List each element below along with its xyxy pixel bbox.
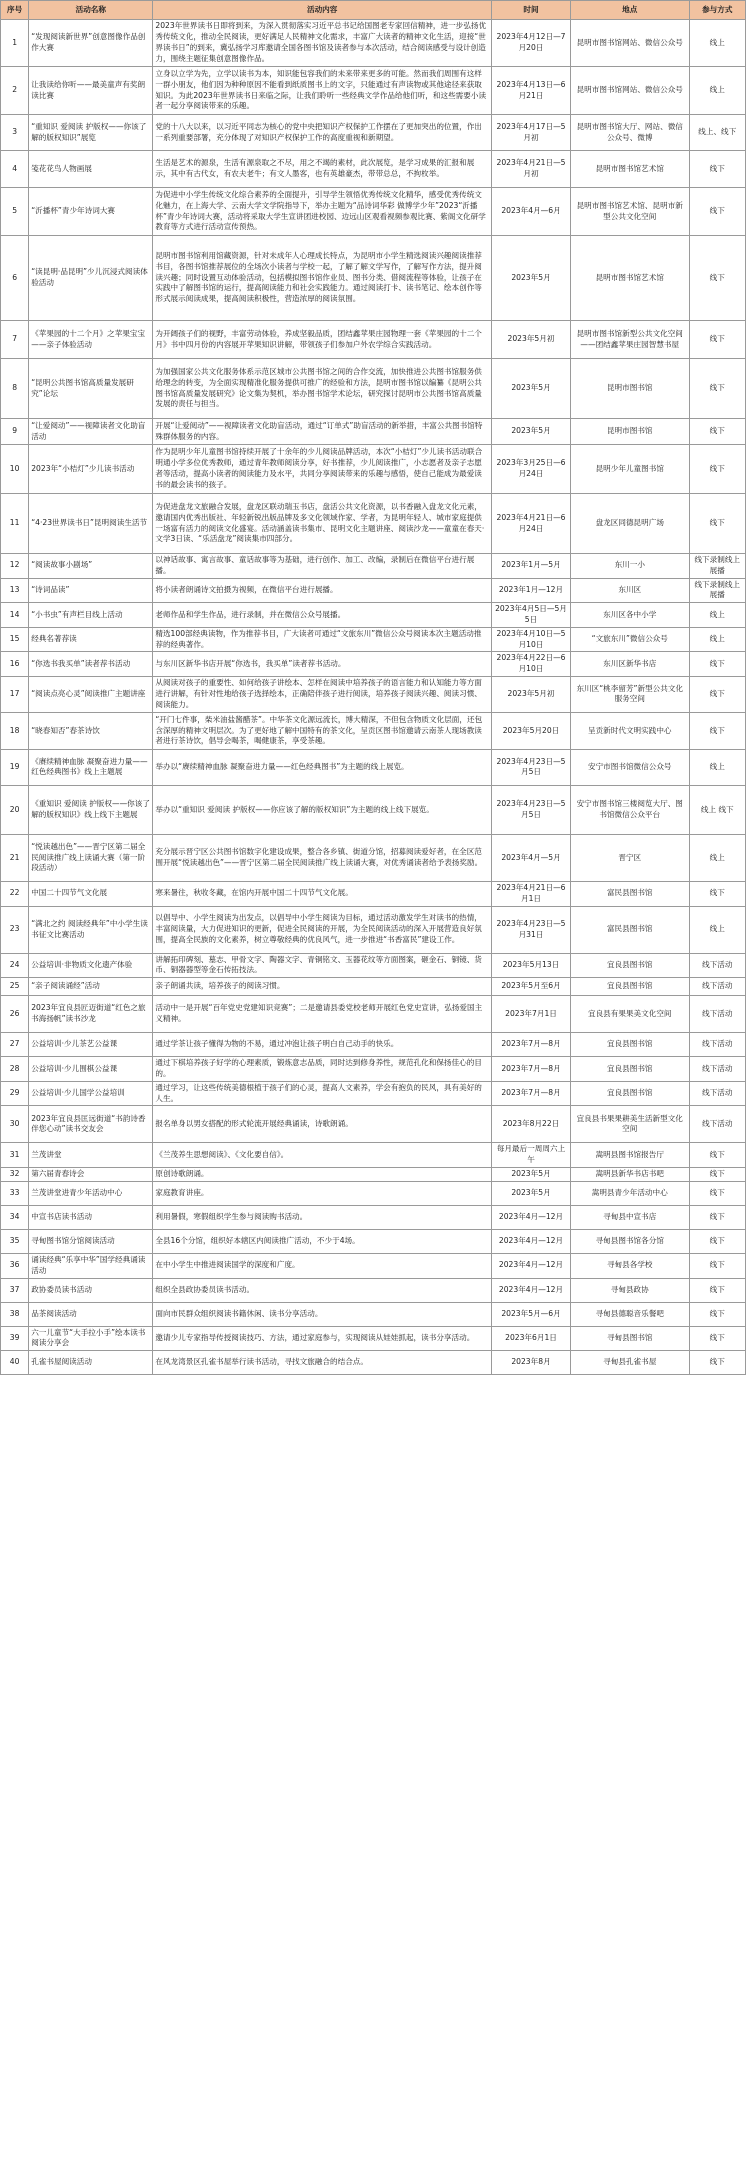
cell-content: 为促进中小学生传统文化综合素养的全面提升，引导学生领悟优秀传统文化精华，感受优秀传统文化魅力，在上海大学、云南大学文学院指导下，举办主题为“品诗词华彩 做博学少年”2023“沂播杯”青少年诗词大赛，活动将采取大学生宣讲团进校园、边远山区观看视频参观比赛、紫阁文化研学教育等方式进行活动宣传预热。 bbox=[153, 188, 492, 236]
cell-no: 30 bbox=[1, 1106, 29, 1143]
cell-time: 2023年1月—12月 bbox=[492, 578, 571, 603]
cell-mode: 线下活动 bbox=[689, 1033, 745, 1057]
cell-no: 23 bbox=[1, 906, 29, 953]
cell-no: 29 bbox=[1, 1081, 29, 1106]
table-row bbox=[1, 554, 746, 579]
cell-place: 昆明市图书馆艺术馆、昆明市新型公共文化空间 bbox=[571, 188, 690, 236]
cell-time: 2023年4月13日—6月21日 bbox=[492, 67, 571, 115]
cell-mode: 线下活动 bbox=[689, 1081, 745, 1106]
cell-content: 从阅读对孩子的重要性、如何给孩子讲绘本、怎样在阅读中培养孩子的语言能力和认知能力等方面进行讲解，有针对性地给孩子选择绘本，正确陪伴孩子进行阅读，培养孩子阅读兴趣、阅读习惯、阅读能力。 bbox=[153, 676, 492, 712]
cell-content: 邀请少儿专家指导传授阅读技巧、方法，通过家庭参与，实现阅读从娃娃抓起，读书分享活动。 bbox=[153, 1326, 492, 1351]
table-row bbox=[1, 67, 746, 115]
cell-place: 昆明市图书馆网站、微信公众号 bbox=[571, 67, 690, 115]
cell-name: “满北之约 阅读经典年”中小学生读书征文比赛活动 bbox=[29, 906, 153, 953]
cell-name: 兰茂讲堂进青少年活动中心 bbox=[29, 1181, 153, 1205]
cell-place: 安宁市图书馆微信公众号 bbox=[571, 749, 690, 785]
cell-time: 2023年7月1日 bbox=[492, 996, 571, 1033]
table-row bbox=[1, 236, 746, 321]
cell-content: 利用暑假，寒假组织学生参与阅读购书活动。 bbox=[153, 1205, 492, 1229]
cell-mode: 线下 bbox=[689, 712, 745, 749]
cell-mode: 线下活动 bbox=[689, 996, 745, 1033]
cell-no: 36 bbox=[1, 1253, 29, 1278]
cell-time: 每月最后一周周六上午 bbox=[492, 1143, 571, 1168]
cell-name: 中宣书店读书活动 bbox=[29, 1205, 153, 1229]
cell-no: 34 bbox=[1, 1205, 29, 1229]
cell-place: 寻甸县孔雀书屋 bbox=[571, 1351, 690, 1375]
table-row bbox=[1, 627, 746, 652]
table-row bbox=[1, 321, 746, 359]
cell-no: 25 bbox=[1, 978, 29, 996]
cell-name: “昆明公共图书馆高质量发展研究”论坛 bbox=[29, 359, 153, 419]
table-body bbox=[1, 20, 746, 1375]
cell-mode: 线下 bbox=[689, 445, 745, 494]
table-row bbox=[1, 1326, 746, 1351]
cell-content: 开展“让爱阅动”——视障读者文化助盲活动，通过“订单式”助盲活动的新举措，丰富公共图书馆特殊群体服务的内容。 bbox=[153, 419, 492, 445]
cell-no: 35 bbox=[1, 1229, 29, 1253]
table-row bbox=[1, 834, 746, 881]
cell-content: 立身以立学为先，立学以读书为本，知识能包容我们的未来带来更多的可能。然而我们周围有这样一群小朋友，他们因为种种原因不能看到纸质图书上的文字，只能通过有声读物或其他途径来获取知识。为此2023年世界读书日来临之际，让我们聆听一些经典文学作品给他们听，和这些需要小读者一起分享阅读带来的乐趣。 bbox=[153, 67, 492, 115]
cell-place: 宜良县有果果美文化空间 bbox=[571, 996, 690, 1033]
cell-place: 寻甸县政协 bbox=[571, 1278, 690, 1302]
cell-name: “晓春知否”春茶诗饮 bbox=[29, 712, 153, 749]
table-row bbox=[1, 906, 746, 953]
cell-place: 昆明市图书馆新型公共文化空间——团结鑫苹果庄园智慧书屋 bbox=[571, 321, 690, 359]
cell-time: 2023年5月 bbox=[492, 1167, 571, 1181]
cell-no: 18 bbox=[1, 712, 29, 749]
cell-mode: 线下 bbox=[689, 1205, 745, 1229]
cell-place: 富民县图书馆 bbox=[571, 881, 690, 906]
cell-no: 10 bbox=[1, 445, 29, 494]
cell-name: “让爱阅动”——视障读者文化助盲活动 bbox=[29, 419, 153, 445]
cell-no: 40 bbox=[1, 1351, 29, 1375]
table-row bbox=[1, 494, 746, 554]
cell-place: 东川区各中小学 bbox=[571, 603, 690, 628]
cell-mode: 线下 bbox=[689, 1181, 745, 1205]
cell-time: 2023年3月25日—6月24日 bbox=[492, 445, 571, 494]
cell-mode: 线下活动 bbox=[689, 1106, 745, 1143]
cell-place: 寻甸县图书馆 bbox=[571, 1326, 690, 1351]
cell-no: 9 bbox=[1, 419, 29, 445]
cell-content: 通过下棋培养孩子好学的心理素质，锻炼意志品质，同时达到修身养性，规范孔化和保扬佳心的目的。 bbox=[153, 1057, 492, 1082]
cell-place: 寻甸县各学校 bbox=[571, 1253, 690, 1278]
cell-content: 2023年世界读书日即将到来，为深入贯彻落实习近平总书记给国图老专家回信精神，进一步弘扬优秀传统文化，推动全民阅读，更好满足人民精神文化需求，丰富广大读者的精神文化生活，迎接“世界读书日”的到来，冀弘扬学习库邀请全国各图书馆及读者参与本次活动，结合阅读感受与设计创造力，围绕主题征集创意图像作品。 bbox=[153, 20, 492, 67]
cell-content: 活动中一是开展“百年党史党建知识竞赛”；二是邀请县委党校老师开展红色党史宣讲，弘扬爱国主义精神。 bbox=[153, 996, 492, 1033]
cell-mode: 线下 bbox=[689, 1351, 745, 1375]
cell-place: 昆明市图书馆网站、微信公众号 bbox=[571, 20, 690, 67]
cell-time: 2023年5月初 bbox=[492, 676, 571, 712]
cell-name: “4·23世界读书日”昆明阅读生活节 bbox=[29, 494, 153, 554]
cell-mode: 线下 bbox=[689, 188, 745, 236]
cell-content: 在风龙湾景区孔雀书屋举行读书活动，寻找文旅融合的结合点。 bbox=[153, 1351, 492, 1375]
cell-content: 为促进盘龙文旅融合发展，盘龙区联动瑞玉书店，盘活公共文化资源，以书香融入盘龙文化元素，邀请国内优秀出版社、年轻新锐出版品牌及多文化领域作家、学者，为昆明年轻人、城市家庭提供一场富有活力的阅读文化盛宴。活动涵盖读书集市、昆明文化主题讲座、阅读沙龙——童童在春天·文学3日读、“乐活盘龙”阅读集市四部分。 bbox=[153, 494, 492, 554]
cell-time: 2023年4月5日—5月5日 bbox=[492, 603, 571, 628]
cell-time: 2023年5月至6月 bbox=[492, 978, 571, 996]
cell-mode: 线上 bbox=[689, 67, 745, 115]
cell-content: 为加强国家公共文化服务体系示范区城市公共图书馆之间的合作交流，加快推进公共图书馆服务供给理念的转变，为全面实现精准化服务提供可推广的经验和方法，昆明市图书馆以编纂《昆明公共图书馆高质量发展研究》论文集为契机，举办图书馆学术论坛，研究探讨昆明市公共图书馆高质量发展的责任与担当。 bbox=[153, 359, 492, 419]
cell-no: 31 bbox=[1, 1143, 29, 1168]
cell-content: 精选100部经典读物，作为推荐书目，广大读者可通过“文旅东川”微信公众号阅读本次主题活动推荐的经典著作。 bbox=[153, 627, 492, 652]
cell-time: 2023年1月—5月 bbox=[492, 554, 571, 579]
table-row bbox=[1, 359, 746, 419]
cell-no: 38 bbox=[1, 1302, 29, 1326]
cell-place: 宜良县书果果耕美生活新型文化空间 bbox=[571, 1106, 690, 1143]
cell-name: 公益培训·少儿茶艺公益课 bbox=[29, 1033, 153, 1057]
header-name: 活动名称 bbox=[29, 1, 153, 20]
cell-mode: 线上 bbox=[689, 834, 745, 881]
table-row bbox=[1, 151, 746, 188]
header-no: 序号 bbox=[1, 1, 29, 20]
cell-name: 公益培训·少儿国学公益培训 bbox=[29, 1081, 153, 1106]
cell-place: “文旅东川”微信公众号 bbox=[571, 627, 690, 652]
cell-mode: 线下 bbox=[689, 676, 745, 712]
cell-place: 东川区新华书店 bbox=[571, 652, 690, 677]
cell-place: 宜良县图书馆 bbox=[571, 953, 690, 978]
cell-mode: 线上 bbox=[689, 749, 745, 785]
cell-place: 宜良县图书馆 bbox=[571, 978, 690, 996]
cell-content: 《兰茂养生思想阅读》、《文化要自信》。 bbox=[153, 1143, 492, 1168]
cell-place: 晋宁区 bbox=[571, 834, 690, 881]
cell-name: “阅读故事小剧场” bbox=[29, 554, 153, 579]
cell-no: 5 bbox=[1, 188, 29, 236]
table-row bbox=[1, 1205, 746, 1229]
cell-name: “沂播杯”青少年诗词大赛 bbox=[29, 188, 153, 236]
cell-name: “悦读越出色”——晋宁区第二届全民阅读推广线上读诵大赛（第一阶段活动） bbox=[29, 834, 153, 881]
cell-mode: 线下 bbox=[689, 1253, 745, 1278]
table-row bbox=[1, 603, 746, 628]
cell-content: 充分展示晋宁区公共图书馆数字化建设成果，整合各乡镇、街道分馆，招募阅读爱好者，在全区范围开展“悦读越出色”——晋宁区第二届全民阅读推广线上读诵大赛，对优秀诵读者给予表扬奖励。 bbox=[153, 834, 492, 881]
table-row bbox=[1, 749, 746, 785]
cell-place: 嵩明县图书馆报告厅 bbox=[571, 1143, 690, 1168]
cell-no: 3 bbox=[1, 115, 29, 151]
cell-content: 党的十八大以来，以习近平同志为核心的党中央把知识产权保护工作摆在了更加突出的位置，作出一系列重要部署，充分体现了对知识产权保护工作的高度重视和新期望。 bbox=[153, 115, 492, 151]
cell-place: 宜良县图书馆 bbox=[571, 1033, 690, 1057]
cell-content: 通过学习，让这些传统美德根植于孩子们的心灵，提高人文素养，学会有抱负的民风，具有美好的人生。 bbox=[153, 1081, 492, 1106]
header-mode: 参与方式 bbox=[689, 1, 745, 20]
cell-no: 7 bbox=[1, 321, 29, 359]
cell-no: 39 bbox=[1, 1326, 29, 1351]
cell-mode: 线下录制线上展播 bbox=[689, 578, 745, 603]
cell-name: “读昆明·品昆明”少儿沉浸式阅读体验活动 bbox=[29, 236, 153, 321]
cell-place: 宜良县图书馆 bbox=[571, 1081, 690, 1106]
cell-name: 《赓续精神血脉 凝聚奋进力量——红色经典图书》线上主题展 bbox=[29, 749, 153, 785]
cell-name: “重知识 爱阅读 护版权——你该了解的版权知识”展览 bbox=[29, 115, 153, 151]
cell-time: 2023年4月—12月 bbox=[492, 1229, 571, 1253]
cell-place: 嵩明县新华书店书吧 bbox=[571, 1167, 690, 1181]
cell-no: 4 bbox=[1, 151, 29, 188]
cell-content: 在中小学生中推进阅读国学的深度和广度。 bbox=[153, 1253, 492, 1278]
cell-content: 讲解拓印碑刻、墓志、甲骨文字、陶器文字、青铜铭文、玉器花纹等方面图案，砸金石、铜镜、货币、铜器器型等金石传拓技法。 bbox=[153, 953, 492, 978]
cell-content: 老师作品和学生作品，进行录制，并在微信公众号展播。 bbox=[153, 603, 492, 628]
cell-no: 26 bbox=[1, 996, 29, 1033]
table-row bbox=[1, 1181, 746, 1205]
cell-name: “诗词品读” bbox=[29, 578, 153, 603]
cell-name: “发现阅读新世界”创意图像作品创作大赛 bbox=[29, 20, 153, 67]
cell-no: 16 bbox=[1, 652, 29, 677]
table-row bbox=[1, 1143, 746, 1168]
cell-mode: 线下活动 bbox=[689, 953, 745, 978]
cell-name: 品茶阅读活动 bbox=[29, 1302, 153, 1326]
table-row bbox=[1, 188, 746, 236]
cell-mode: 线下 bbox=[689, 419, 745, 445]
cell-mode: 线上 线下 bbox=[689, 785, 745, 834]
table-row bbox=[1, 20, 746, 67]
cell-time: 2023年4月23日—5月5日 bbox=[492, 749, 571, 785]
cell-name: 经典名著荐读 bbox=[29, 627, 153, 652]
cell-no: 11 bbox=[1, 494, 29, 554]
cell-name: 2023年“小桔灯”少儿读书活动 bbox=[29, 445, 153, 494]
cell-time: 2023年8月 bbox=[492, 1351, 571, 1375]
cell-name: 《苹果园的十二个月》之苹果宝宝——亲子体验活动 bbox=[29, 321, 153, 359]
table-row bbox=[1, 1033, 746, 1057]
cell-time: 2023年4月22日—6月10日 bbox=[492, 652, 571, 677]
cell-place: 富民县图书馆 bbox=[571, 906, 690, 953]
cell-time: 2023年4月23日—5月5日 bbox=[492, 785, 571, 834]
cell-mode: 线上 bbox=[689, 603, 745, 628]
table-row bbox=[1, 785, 746, 834]
table-row bbox=[1, 1253, 746, 1278]
header-content: 活动内容 bbox=[153, 1, 492, 20]
table-row bbox=[1, 996, 746, 1033]
cell-name: 让我读给你听——最美童声有奖朗读比赛 bbox=[29, 67, 153, 115]
cell-mode: 线下 bbox=[689, 1167, 745, 1181]
cell-time: 2023年4月—6月 bbox=[492, 188, 571, 236]
cell-name: 公益培训·非物质文化遗产体验 bbox=[29, 953, 153, 978]
cell-content: 以倡导中、小学生阅读为出发点，以倡导中小学生阅读为目标，通过活动激发学生对读书的热情，丰富阅读量，大力促进知识的更新，促进全民阅读的开展，为全民阅读活动的深入开展营造良好氛围，提高全民族的文化素养，树立尊敬经典的优良风气，进一步推进“书香富民”建设工作。 bbox=[153, 906, 492, 953]
cell-content: 通过学茶让孩子懂得为物的不易，通过冲泡让孩子明白自己动手的快乐。 bbox=[153, 1033, 492, 1057]
cell-content: 与东川区新华书店开展“你选书，我买单”读者荐书活动。 bbox=[153, 652, 492, 677]
cell-place: 嵩明县青少年活动中心 bbox=[571, 1181, 690, 1205]
cell-place: 寻甸县图书馆各分馆 bbox=[571, 1229, 690, 1253]
table-row bbox=[1, 115, 746, 151]
cell-time: 2023年4月23日—5月31日 bbox=[492, 906, 571, 953]
cell-time: 2023年5月 bbox=[492, 419, 571, 445]
table-row bbox=[1, 1302, 746, 1326]
cell-content: “开门七件事，柴米油盐酱醋茶”。中华茶文化源远流长，博大精深，不但包含物质文化层面，还包含深厚的精神文明层次。为了更好地了解中国特有的茶文化，呈贡区图书馆邀请云南茶人现场教读者进行茶诗饮，倡导会喝茶，喝健康茶，享受茶趣。 bbox=[153, 712, 492, 749]
cell-time: 2023年4月21日—6月24日 bbox=[492, 494, 571, 554]
cell-no: 17 bbox=[1, 676, 29, 712]
cell-no: 32 bbox=[1, 1167, 29, 1181]
table-row bbox=[1, 676, 746, 712]
cell-place: 昆明市图书馆 bbox=[571, 419, 690, 445]
table-row bbox=[1, 1229, 746, 1253]
cell-time: 2023年7月—8月 bbox=[492, 1081, 571, 1106]
cell-place: 东川区 bbox=[571, 578, 690, 603]
cell-content: 亲子朗诵共读，培养孩子的阅读习惯。 bbox=[153, 978, 492, 996]
cell-name: 2023年宜良县匡远街道“书韵诗香 伴您心动”读书交友会 bbox=[29, 1106, 153, 1143]
cell-place: 昆明少年儿童图书馆 bbox=[571, 445, 690, 494]
cell-content: 以神话故事、寓言故事、童话故事等为基础，进行创作、加工、改编，录制后在微信平台进行展播。 bbox=[153, 554, 492, 579]
cell-time: 2023年4月12日—7月20日 bbox=[492, 20, 571, 67]
cell-place: 昆明市图书馆艺术馆 bbox=[571, 236, 690, 321]
table-row bbox=[1, 978, 746, 996]
cell-content: 为开阔孩子们的视野，丰富劳动体验，养成坚毅品质，团结鑫苹果庄园物理一套《苹果园的十二个月》书中四月份的内容展开苹果知识讲解，带领孩子们参加户外农学综合实践活动。 bbox=[153, 321, 492, 359]
cell-no: 15 bbox=[1, 627, 29, 652]
cell-mode: 线上 bbox=[689, 906, 745, 953]
cell-time: 2023年5月20日 bbox=[492, 712, 571, 749]
cell-name: 兰茂讲堂 bbox=[29, 1143, 153, 1168]
cell-no: 1 bbox=[1, 20, 29, 67]
cell-no: 33 bbox=[1, 1181, 29, 1205]
cell-name: 诵读经典“乐享中华”国学经典诵读活动 bbox=[29, 1253, 153, 1278]
table-row bbox=[1, 445, 746, 494]
table-row bbox=[1, 712, 746, 749]
cell-place: 盘龙区同德昆明广场 bbox=[571, 494, 690, 554]
cell-name: “阅读点亮心灵”阅读推广主题讲座 bbox=[29, 676, 153, 712]
cell-place: 寻甸县德聪音乐餐吧 bbox=[571, 1302, 690, 1326]
cell-content: 面向市民群众组织阅读书籍休闲、读书分享活动。 bbox=[153, 1302, 492, 1326]
cell-name: 2023年宜良县匠迈街道“红色之旅 书海扬帆”读书沙龙 bbox=[29, 996, 153, 1033]
cell-name: 公益培训·少儿围棋公益课 bbox=[29, 1057, 153, 1082]
table-header-row bbox=[1, 1, 746, 20]
cell-mode: 线下活动 bbox=[689, 1057, 745, 1082]
table-row bbox=[1, 881, 746, 906]
cell-mode: 线下 bbox=[689, 359, 745, 419]
cell-mode: 线下录制线上展播 bbox=[689, 554, 745, 579]
cell-time: 2023年5月 bbox=[492, 359, 571, 419]
table-row bbox=[1, 419, 746, 445]
cell-no: 21 bbox=[1, 834, 29, 881]
table-row bbox=[1, 1167, 746, 1181]
cell-place: 东川一小 bbox=[571, 554, 690, 579]
cell-mode: 线下 bbox=[689, 236, 745, 321]
cell-name: 笺花花鸟人物画展 bbox=[29, 151, 153, 188]
cell-mode: 线下 bbox=[689, 1302, 745, 1326]
cell-no: 20 bbox=[1, 785, 29, 834]
cell-content: 举办以“重知识 爱阅读 护版权——你应该了解的版权知识”为主题的线上线下展览。 bbox=[153, 785, 492, 834]
cell-mode: 线上、线下 bbox=[689, 115, 745, 151]
cell-no: 8 bbox=[1, 359, 29, 419]
table-row bbox=[1, 1106, 746, 1143]
cell-place: 昆明市图书馆艺术馆 bbox=[571, 151, 690, 188]
cell-no: 27 bbox=[1, 1033, 29, 1057]
cell-time: 2023年4月10日—5月10日 bbox=[492, 627, 571, 652]
cell-content: 组织全县政协委员读书活动。 bbox=[153, 1278, 492, 1302]
cell-content: 生活是艺术的源泉，生活有源泉取之不尽，用之不竭的素材，此次展览，是学习成果的汇报和展示，其中有古代女，有农夫老牛；有文人墨客，也有英雄豪杰，带带总总，不拘枚举。 bbox=[153, 151, 492, 188]
cell-name: 六一儿童节“大手拉小手”绘本读书阅读分享会 bbox=[29, 1326, 153, 1351]
cell-mode: 线上 bbox=[689, 20, 745, 67]
cell-content: 报名单身以男女搭配的形式轮流开展经典诵读，诗歌朗诵。 bbox=[153, 1106, 492, 1143]
cell-time: 2023年4月—12月 bbox=[492, 1205, 571, 1229]
cell-name: 第六届青春诗会 bbox=[29, 1167, 153, 1181]
table-row bbox=[1, 652, 746, 677]
cell-time: 2023年6月1日 bbox=[492, 1326, 571, 1351]
cell-mode: 线下 bbox=[689, 1326, 745, 1351]
cell-no: 24 bbox=[1, 953, 29, 978]
cell-time: 2023年5月 bbox=[492, 236, 571, 321]
cell-mode: 线下 bbox=[689, 1278, 745, 1302]
cell-time: 2023年5月—6月 bbox=[492, 1302, 571, 1326]
cell-name: “小书虫”有声栏目线上活动 bbox=[29, 603, 153, 628]
cell-time: 2023年5月 bbox=[492, 1181, 571, 1205]
table-row bbox=[1, 578, 746, 603]
cell-content: 昆明市图书馆利用馆藏资源，针对未成年人心理成长特点，为昆明市小学生精选阅读兴趣阅读推荐书目，各图书馆推荐展位的全场次小读者与学校一起，了解了解文学写作，了解写作方法，提升阅读兴趣；同时设置互动体验活动，包括模拟图书馆作业员、图书分类、借阅流程等体验，让孩子在实践中了解图书馆的运行，提高阅读能力和社会实践能力。通过阅读打卡、读书笔记、绘本创作等形式展示阅读成果，提高阅读积极性，营造浓厚的阅读氛围。 bbox=[153, 236, 492, 321]
cell-content: 举办以“赓续精神血脉 凝聚奋进力量——红色经典图书”为主题的线上展览。 bbox=[153, 749, 492, 785]
cell-time: 2023年4月21日—6月1日 bbox=[492, 881, 571, 906]
cell-place: 呈贡新时代文明实践中心 bbox=[571, 712, 690, 749]
table-row bbox=[1, 1278, 746, 1302]
header-time: 时间 bbox=[492, 1, 571, 20]
cell-name: 中国二十四节气文化展 bbox=[29, 881, 153, 906]
cell-time: 2023年5月初 bbox=[492, 321, 571, 359]
cell-content: 寒来暑往，秋收冬藏，在馆内开展中国二十四节气文化展。 bbox=[153, 881, 492, 906]
cell-name: 寻甸图书馆分馆阅读活动 bbox=[29, 1229, 153, 1253]
table-row bbox=[1, 953, 746, 978]
cell-name: 《重知识 爱阅读 护版权——你该了解的版权知识》线上线下主题展 bbox=[29, 785, 153, 834]
cell-time: 2023年7月—8月 bbox=[492, 1033, 571, 1057]
cell-time: 2023年4月—12月 bbox=[492, 1278, 571, 1302]
table-row bbox=[1, 1081, 746, 1106]
cell-no: 12 bbox=[1, 554, 29, 579]
cell-place: 宜良县图书馆 bbox=[571, 1057, 690, 1082]
cell-no: 6 bbox=[1, 236, 29, 321]
cell-time: 2023年4月—12月 bbox=[492, 1253, 571, 1278]
cell-name: “你选书我买单”读者荐书活动 bbox=[29, 652, 153, 677]
cell-content: 将小读者朗诵诗文拍摄为视频，在微信平台进行展播。 bbox=[153, 578, 492, 603]
cell-place: 昆明市图书馆大厅、网站、微信公众号、微博 bbox=[571, 115, 690, 151]
cell-mode: 线下 bbox=[689, 1229, 745, 1253]
cell-mode: 线下 bbox=[689, 881, 745, 906]
cell-no: 13 bbox=[1, 578, 29, 603]
cell-no: 2 bbox=[1, 67, 29, 115]
cell-place: 安宁市图书馆三楼阅览大厅、图书馆微信公众平台 bbox=[571, 785, 690, 834]
table-row bbox=[1, 1351, 746, 1375]
cell-content: 家庭教育讲座。 bbox=[153, 1181, 492, 1205]
cell-time: 2023年4月—5月 bbox=[492, 834, 571, 881]
cell-no: 37 bbox=[1, 1278, 29, 1302]
cell-mode: 线下 bbox=[689, 652, 745, 677]
cell-name: “亲子阅读诵经”活动 bbox=[29, 978, 153, 996]
cell-place: 寻甸县中宣书店 bbox=[571, 1205, 690, 1229]
cell-content: 作为昆明少年儿童图书馆持续开展了十余年的少儿阅读品牌活动，本次“小桔灯”少儿读书活动联合明通小学多位优秀教师，通过青年教师阅读分享，好书推荐，少儿阅读推广，小志愿者及亲子志愿者等活动，提高小读者的阅读能力及水平，共同分享阅读带来的乐趣与感悟，使自己能成为最爱读书的最会读书的孩子。 bbox=[153, 445, 492, 494]
cell-mode: 线下 bbox=[689, 1143, 745, 1168]
cell-mode: 线下 bbox=[689, 494, 745, 554]
cell-no: 28 bbox=[1, 1057, 29, 1082]
cell-no: 19 bbox=[1, 749, 29, 785]
cell-mode: 线下 bbox=[689, 321, 745, 359]
cell-time: 2023年4月21日—5月初 bbox=[492, 151, 571, 188]
cell-time: 2023年4月17日—5月初 bbox=[492, 115, 571, 151]
cell-name: 政协委员读书活动 bbox=[29, 1278, 153, 1302]
table-row bbox=[1, 1057, 746, 1082]
cell-time: 2023年7月—8月 bbox=[492, 1057, 571, 1082]
cell-name: 孔雀书屋阅读活动 bbox=[29, 1351, 153, 1375]
cell-place: 东川区“桃李留芳”新型公共文化服务空间 bbox=[571, 676, 690, 712]
cell-time: 2023年8月22日 bbox=[492, 1106, 571, 1143]
cell-place: 昆明市图书馆 bbox=[571, 359, 690, 419]
cell-time: 2023年5月13日 bbox=[492, 953, 571, 978]
cell-content: 全县16个分馆，组织好本辖区内阅读推广活动，不少于4场。 bbox=[153, 1229, 492, 1253]
header-place: 地点 bbox=[571, 1, 690, 20]
cell-no: 22 bbox=[1, 881, 29, 906]
cell-content: 原创诗歌朗诵。 bbox=[153, 1167, 492, 1181]
cell-mode: 线下 bbox=[689, 151, 745, 188]
cell-mode: 线上 bbox=[689, 627, 745, 652]
cell-no: 14 bbox=[1, 603, 29, 628]
cell-mode: 线下活动 bbox=[689, 978, 745, 996]
